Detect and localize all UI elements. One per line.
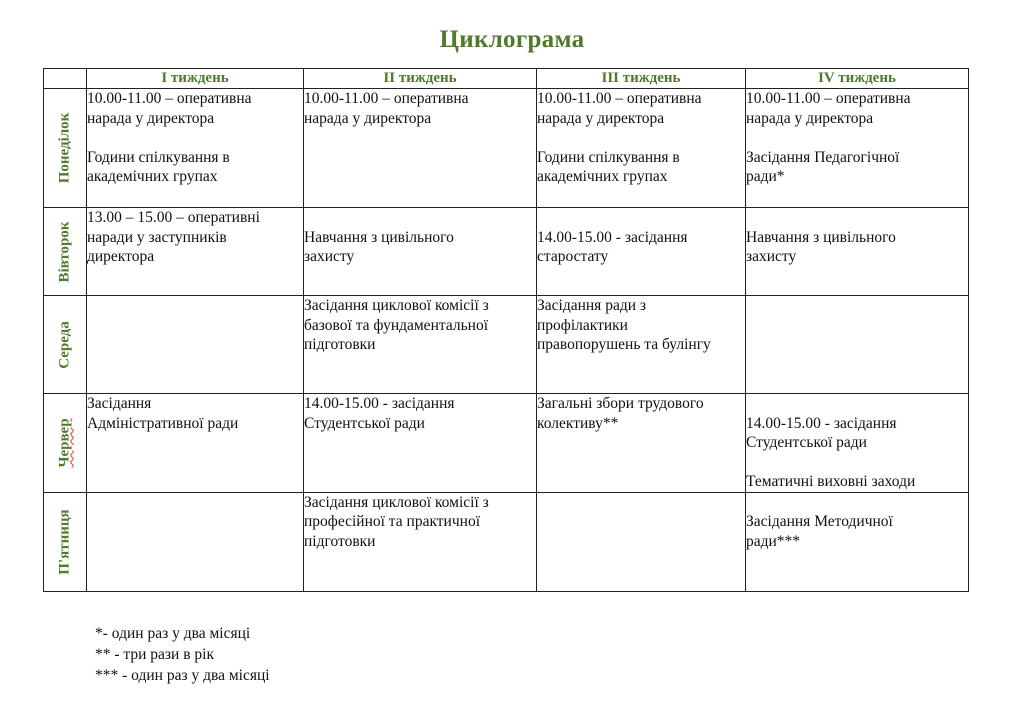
cell-line: Засідання ради з — [537, 297, 646, 314]
cell-line: Загальні збори трудового — [537, 395, 704, 412]
cell-line: 14.00-15.00 - засідання — [304, 395, 455, 412]
cell-line: старостату — [537, 248, 609, 265]
day-cell-tuesday — [44, 208, 87, 296]
week-header-4: ІV тиждень — [746, 69, 969, 89]
schedule-cell — [304, 89, 537, 208]
cell-line: ради* — [746, 168, 785, 185]
schedule-cell — [304, 296, 537, 394]
schedule-cell — [87, 296, 304, 394]
table-row-tuesday — [44, 208, 969, 296]
day-label-monday: Понеділок — [56, 112, 73, 184]
cell-line: Студентської ради — [304, 414, 425, 432]
schedule-cell — [87, 492, 304, 591]
week-header-1: І тиждень — [87, 69, 304, 89]
cell-line: Студентської ради — [746, 434, 867, 451]
footnotes — [95, 623, 270, 686]
footnote: ** - три рази в рік — [95, 646, 214, 663]
schedule-cell — [537, 296, 746, 394]
cell-line: нарада у директора — [746, 109, 874, 127]
cell-line: Засідання циклової комісії з — [304, 493, 489, 511]
schedule-cell — [746, 492, 969, 591]
cyclogram-table — [43, 68, 969, 592]
cell-line: 10.00-11.00 – оперативна — [87, 90, 252, 107]
cell-line: 14.00-15.00 - засідання — [746, 414, 897, 432]
cell-line: 10.00-11.00 – оперативна — [746, 90, 911, 107]
table-row-monday — [44, 89, 969, 208]
table-row-friday — [44, 492, 969, 591]
cell-line: правопорушень та булінгу — [537, 336, 711, 353]
day-cell-monday — [44, 89, 87, 208]
cell-line: захисту — [746, 248, 797, 265]
day-label-wednesday: Середа — [56, 320, 73, 369]
day-label-tuesday: Вівторок — [56, 220, 73, 283]
schedule-cell — [304, 492, 537, 591]
cell-line: Засідання Педагогічної — [746, 148, 900, 166]
table-row-thursday — [44, 394, 969, 493]
cell-line: директора — [87, 248, 155, 265]
cell-line: Години спілкування в — [87, 148, 230, 166]
cell-line: Засідання Методичної — [746, 513, 893, 530]
cell-line: Навчання з цивільного — [304, 228, 454, 246]
schedule-cell — [537, 89, 746, 208]
cell-line: 10.00-11.00 – оперативна — [537, 90, 702, 107]
schedule-cell — [746, 208, 969, 296]
cell-line: Засідання циклової комісії з — [304, 297, 489, 314]
footnote: *** - один раз у два місяці — [95, 667, 270, 684]
cell-line: Адміністративної ради — [87, 414, 239, 432]
page-title: Циклограма — [439, 26, 585, 53]
cell-line: академічних групах — [537, 168, 668, 185]
cell-line: колективу** — [537, 414, 619, 432]
cell-line: нарада у директора — [537, 109, 665, 127]
cell-line: наради у заступників — [87, 228, 227, 246]
cell-line: професійної та практичної — [304, 513, 480, 530]
day-label-friday: П'ятниця — [56, 508, 73, 575]
schedule-cell — [537, 492, 746, 591]
schedule-cell — [87, 89, 304, 208]
cell-line: Навчання з цивільного — [746, 228, 896, 246]
cell-line: Засідання — [87, 395, 152, 412]
day-cell-friday — [44, 492, 87, 591]
schedule-cell — [304, 394, 537, 493]
schedule-cell — [746, 89, 969, 208]
week-header-3: ІІІ тиждень — [537, 69, 746, 89]
week-header-2: ІІ тиждень — [304, 69, 537, 89]
day-cell-wednesday — [44, 296, 87, 394]
corner-cell — [44, 69, 87, 89]
schedule-cell — [537, 208, 746, 296]
footnote: *- один раз у два місяці — [95, 625, 251, 642]
day-label-thursday: Червер — [56, 418, 73, 468]
cell-line: підготовки — [304, 336, 376, 353]
cell-line: профілактики — [537, 316, 628, 334]
day-cell-thursday — [44, 394, 87, 493]
cell-line: підготовки — [304, 532, 376, 550]
cell-line: Тематичні виховні заходи — [746, 473, 916, 490]
schedule-cell — [304, 208, 537, 296]
cell-line: Години спілкування в — [537, 148, 680, 166]
schedule-cell — [746, 296, 969, 394]
cell-line: 13.00 – 15.00 – оперативні — [87, 209, 260, 226]
cell-line: нарада у директора — [304, 109, 432, 127]
table-row-wednesday — [44, 296, 969, 394]
cell-line: ради*** — [746, 532, 801, 550]
cell-line: 10.00-11.00 – оперативна — [304, 90, 469, 107]
schedule-cell — [87, 394, 304, 493]
schedule-cell — [87, 208, 304, 296]
cell-line: захисту — [304, 248, 355, 265]
cell-line: базової та фундаментальної — [304, 316, 488, 334]
cell-line: нарада у директора — [87, 109, 215, 127]
header-row — [44, 69, 969, 89]
schedule-cell — [746, 394, 969, 493]
cell-line: 14.00-15.00 - засідання — [537, 228, 688, 246]
cell-line: академічних групах — [87, 168, 218, 185]
schedule-cell — [537, 394, 746, 493]
